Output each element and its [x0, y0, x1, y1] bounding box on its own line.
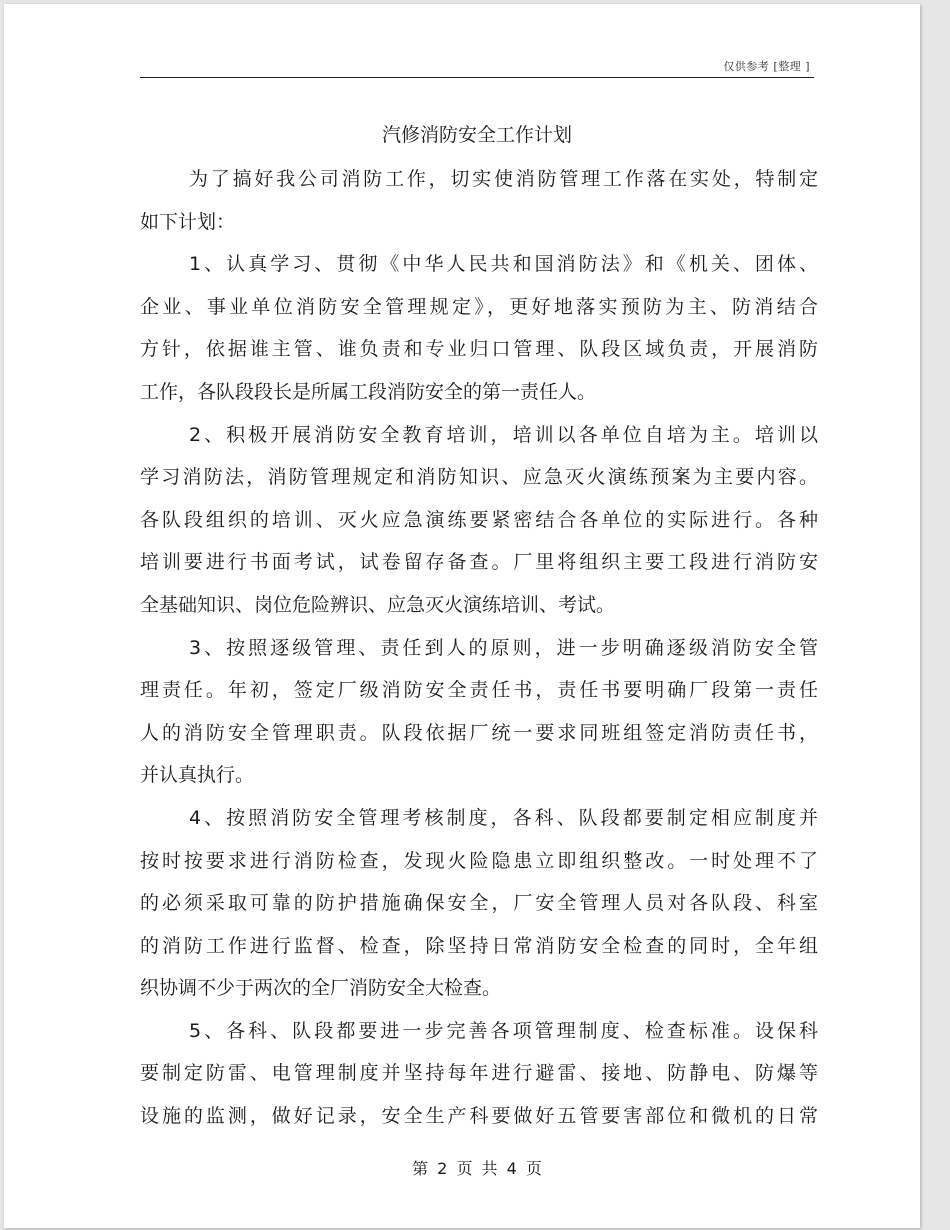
text-line: 要制定防雷、电管理制度并坚持每年进行避雷、接地、防静电、防爆等	[140, 1062, 818, 1085]
text-line: 人的消防安全管理职责。队段依据厂统一要求同班组签定消防责任书，	[140, 721, 818, 744]
text-line: 全基础知识、岗位危险辨识、应急灭火演练培训、考试。	[140, 593, 616, 616]
header-rule	[140, 77, 814, 78]
text-line: 按时按要求进行消防检查，发现火险隐患立即组织整改。一时处理不了	[140, 849, 818, 872]
text-line: 如下计划：	[140, 210, 236, 233]
text-line: 2、积极开展消防安全教育培训，培训以各单位自培为主。培训以	[189, 423, 818, 446]
text-line: 理责任。年初，签定厂级消防安全责任书，责任书要明确厂段第一责任	[140, 679, 818, 702]
document-page	[4, 4, 920, 1228]
text-line: 5、各科、队段都要进一步完善各项管理制度、检查标准。设保科	[189, 1019, 818, 1042]
paragraph-item-3	[140, 627, 818, 797]
paragraph-intro	[140, 158, 818, 243]
text-line: 各队段组织的培训、灭火应急演练要紧密结合各单位的实际进行。各种	[140, 508, 818, 531]
page-number: 第 2 页 共 4 页	[412, 1159, 542, 1178]
text-line: 织协调不少于两次的全厂消防安全大检查。	[140, 977, 502, 1000]
document-body	[140, 158, 818, 1138]
text-line: 的必须采取可靠的防护措施确保安全，厂安全管理人员对各队段、科室	[140, 892, 818, 915]
text-line: 方针，依据谁主管、谁负责和专业归口管理、队段区域负责，开展消防	[140, 338, 818, 361]
text-line: 企业、事业单位消防安全管理规定》，更好地落实预防为主、防消结合	[140, 295, 818, 318]
paragraph-item-4	[140, 797, 818, 1010]
document-title: 汽修消防安全工作计划	[381, 124, 572, 146]
text-line: 1、认真学习、贯彻《中华人民共和国消防法》和《机关、团体、	[189, 253, 818, 276]
paragraph-item-5	[140, 1010, 818, 1138]
text-line: 4、按照消防安全管理考核制度，各科、队段都要制定相应制度并	[189, 806, 818, 829]
text-line: 为了搞好我公司消防工作，切实使消防管理工作落在实处，特制定	[189, 168, 818, 190]
text-line: 的消防工作进行监督、检查，除坚持日常消防安全检查的同时，全年组	[140, 934, 818, 957]
paragraph-item-2	[140, 414, 818, 627]
text-line: 3、按照逐级管理、责任到人的原则，进一步明确逐级消防安全管	[189, 636, 818, 659]
text-line: 工作，各队段段长是所属工段消防安全的第一责任人。	[140, 380, 597, 403]
text-line: 并认真执行。	[140, 764, 255, 787]
text-line: 学习消防法，消防管理规定和消防知识、应急灭火演练预案为主要内容。	[140, 466, 818, 489]
text-line: 设施的监测，做好记录，安全生产科要做好五管要害部位和微机的日常	[140, 1105, 818, 1128]
header-note: 仅供参考 [整理 ]	[723, 60, 810, 73]
text-line: 培训要进行书面考试，试卷留存备查。厂里将组织主要工段进行消防安	[140, 551, 818, 574]
paragraph-item-1	[140, 243, 818, 413]
